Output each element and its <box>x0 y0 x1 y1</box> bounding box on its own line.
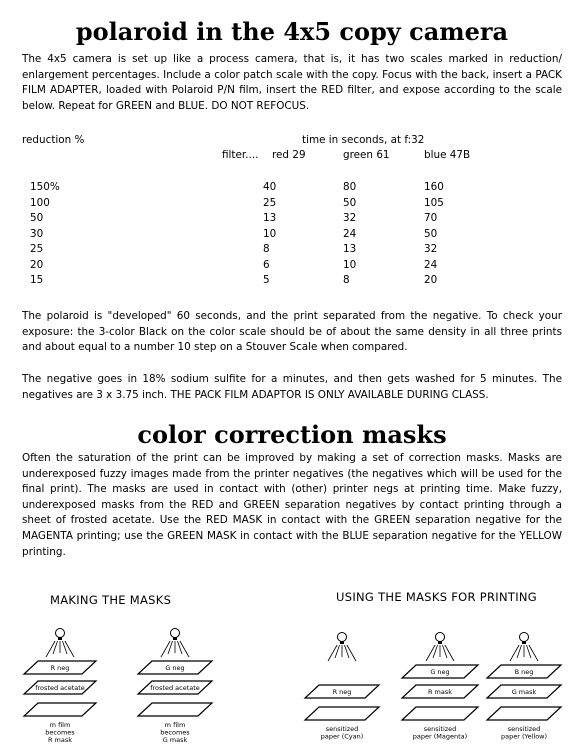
light-ray-icon <box>46 641 55 657</box>
lamp-base-icon <box>173 637 177 640</box>
table-cell-time: 160 <box>424 181 444 193</box>
page-title: polaroid in the 4x5 copy camera <box>75 17 509 46</box>
light-ray-icon <box>529 645 538 661</box>
filter-red: red 29 <box>272 149 306 161</box>
table-cell-reduction: 20 <box>30 258 44 271</box>
sheet-caption: paper (Yellow) <box>500 732 548 741</box>
middle-sheet-label: R neg <box>332 688 352 696</box>
sheet-caption: paper (Magenta) <box>412 732 468 741</box>
table-cell-time: 8 <box>263 243 270 255</box>
light-ray-icon <box>510 645 519 661</box>
table-cell-time: 105 <box>424 196 444 209</box>
bottom-sheet <box>305 707 379 720</box>
sheet-caption: sensitized <box>507 725 541 733</box>
table-cell-time: 20 <box>424 274 438 286</box>
developing-paragraph: The polaroid is "developed" 60 seconds, and the print separated from the negative. To check your exposure: the 3-color Black on the color scale should be of about the same density in all three prints and about equal to a number 10 step on a Stouver Scale when compared. <box>22 310 562 354</box>
top-sheet-label: B neg <box>514 668 534 676</box>
section-title: color correction masks <box>137 420 447 449</box>
sheet-caption: becomes <box>160 728 190 737</box>
table-cell-reduction: 50 <box>30 212 44 224</box>
table-cell-time: 24 <box>424 258 438 271</box>
top-sheet-label: G neg <box>165 664 185 672</box>
table-cell-reduction: 100 <box>30 196 50 209</box>
top-sheet-label: R neg <box>50 664 70 672</box>
lamp-bulb-icon <box>56 629 65 638</box>
lamp-bulb-icon <box>171 629 180 638</box>
bottom-sheet <box>402 707 478 720</box>
table-cell-time: 5 <box>263 274 270 286</box>
light-ray-icon <box>347 645 356 661</box>
middle-sheet-label: G mask <box>511 688 537 696</box>
sheet-caption: m film <box>49 721 71 729</box>
middle-sheet-label: frosted acetate <box>150 684 200 692</box>
filter-green: green 61 <box>343 149 390 161</box>
lamp-bulb-icon <box>520 633 529 642</box>
lamp-bulb-icon <box>338 633 347 642</box>
light-ray-icon <box>426 645 435 661</box>
reduction-header: reduction % <box>22 134 85 146</box>
light-ray-icon <box>180 641 189 657</box>
light-ray-icon <box>328 645 337 661</box>
filter-blue: blue 47B <box>424 149 471 161</box>
lamp-bulb-icon <box>436 633 445 642</box>
table-cell-time: 70 <box>424 212 438 224</box>
table-cell-time: 32 <box>343 212 357 224</box>
lamp-base-icon <box>438 641 442 644</box>
bottom-sheet <box>24 703 96 716</box>
making-masks-caption: MAKING THE MASKS <box>50 593 172 607</box>
light-ray-icon <box>445 645 454 661</box>
table-cell-time: 40 <box>263 181 277 193</box>
table-cell-time: 8 <box>343 274 350 286</box>
table-cell-time: 10 <box>263 227 277 240</box>
using-masks-caption: USING THE MASKS FOR PRINTING <box>336 590 538 604</box>
bottom-sheet <box>138 703 212 716</box>
bottom-sheet <box>487 707 561 720</box>
filter-label: filter.... <box>222 149 259 161</box>
lamp-base-icon <box>522 641 526 644</box>
top-sheet-label: G neg <box>430 668 450 676</box>
table-cell-reduction: 15 <box>30 274 44 286</box>
table-cell-reduction: 25 <box>30 243 44 255</box>
lamp-base-icon <box>340 641 344 644</box>
table-cell-time: 13 <box>343 243 357 255</box>
sheet-caption: sensitized <box>325 725 359 733</box>
table-cell-time: 25 <box>263 196 277 209</box>
table-cell-time: 10 <box>343 258 357 271</box>
table-cell-reduction: 150% <box>30 181 60 193</box>
table-cell-time: 13 <box>263 212 277 224</box>
lamp-base-icon <box>58 637 62 640</box>
sheet-caption: m film <box>164 721 186 729</box>
sheet-caption: becomes <box>45 728 75 737</box>
middle-sheet-label: R mask <box>427 688 453 696</box>
sheet-caption: paper (Cyan) <box>320 732 364 741</box>
time-header: time in seconds, at f:32 <box>302 134 425 146</box>
table-cell-time: 24 <box>343 227 357 240</box>
table-cell-time: 80 <box>343 181 357 193</box>
table-cell-time: 6 <box>263 258 270 271</box>
table-cell-time: 32 <box>424 243 438 255</box>
sheet-caption: G mask <box>162 736 188 744</box>
table-cell-time: 50 <box>343 196 357 209</box>
table-cell-time: 50 <box>424 227 438 240</box>
light-ray-icon <box>161 641 170 657</box>
masks-paragraph: Often the saturation of the print can be improved by making a set of correction masks. Masks are underexposed fuzzy images made from the printer negatives (the negatives which will be used for the final print). The masks are used in contact with (other) printer negs at printing time. Make fuzzy, underexposed masks from the RED and GREEN separation negatives by contact printing through a sheet of frosted acetate. Use the RED MASK in contact with the GREEN separation negative for the MAGENTA printing; use the GREEN MASK in contact with the BLUE separation negative for the YELLOW printing. <box>22 452 562 558</box>
sheet-caption: sensitized <box>423 725 457 733</box>
negative-paragraph: The negative goes in 18% sodium sulfite for a minutes, and then gets washed for 5 minutes. The negatives are 3 x 3.75 inch. THE PACK FILM ADAPTOR IS ONLY AVAILABLE DURING CLASS. <box>22 373 562 401</box>
light-ray-icon <box>65 641 74 657</box>
table-cell-reduction: 30 <box>30 227 44 240</box>
middle-sheet-label: frosted acetate <box>35 684 85 692</box>
intro-paragraph: The 4x5 camera is set up like a process camera, that is, it has two scales marked in reduction/ enlargement percentages. Include a color patch scale with the copy. Focus with the back, insert a PACK FILM ADAPTER, loaded with Polaroid P/N film, insert the RED filter, and expose according to the scale below. Repeat for GREEN and BLUE. DO NOT REFOCUS. <box>22 53 562 112</box>
sheet-caption: R mask <box>47 736 73 744</box>
